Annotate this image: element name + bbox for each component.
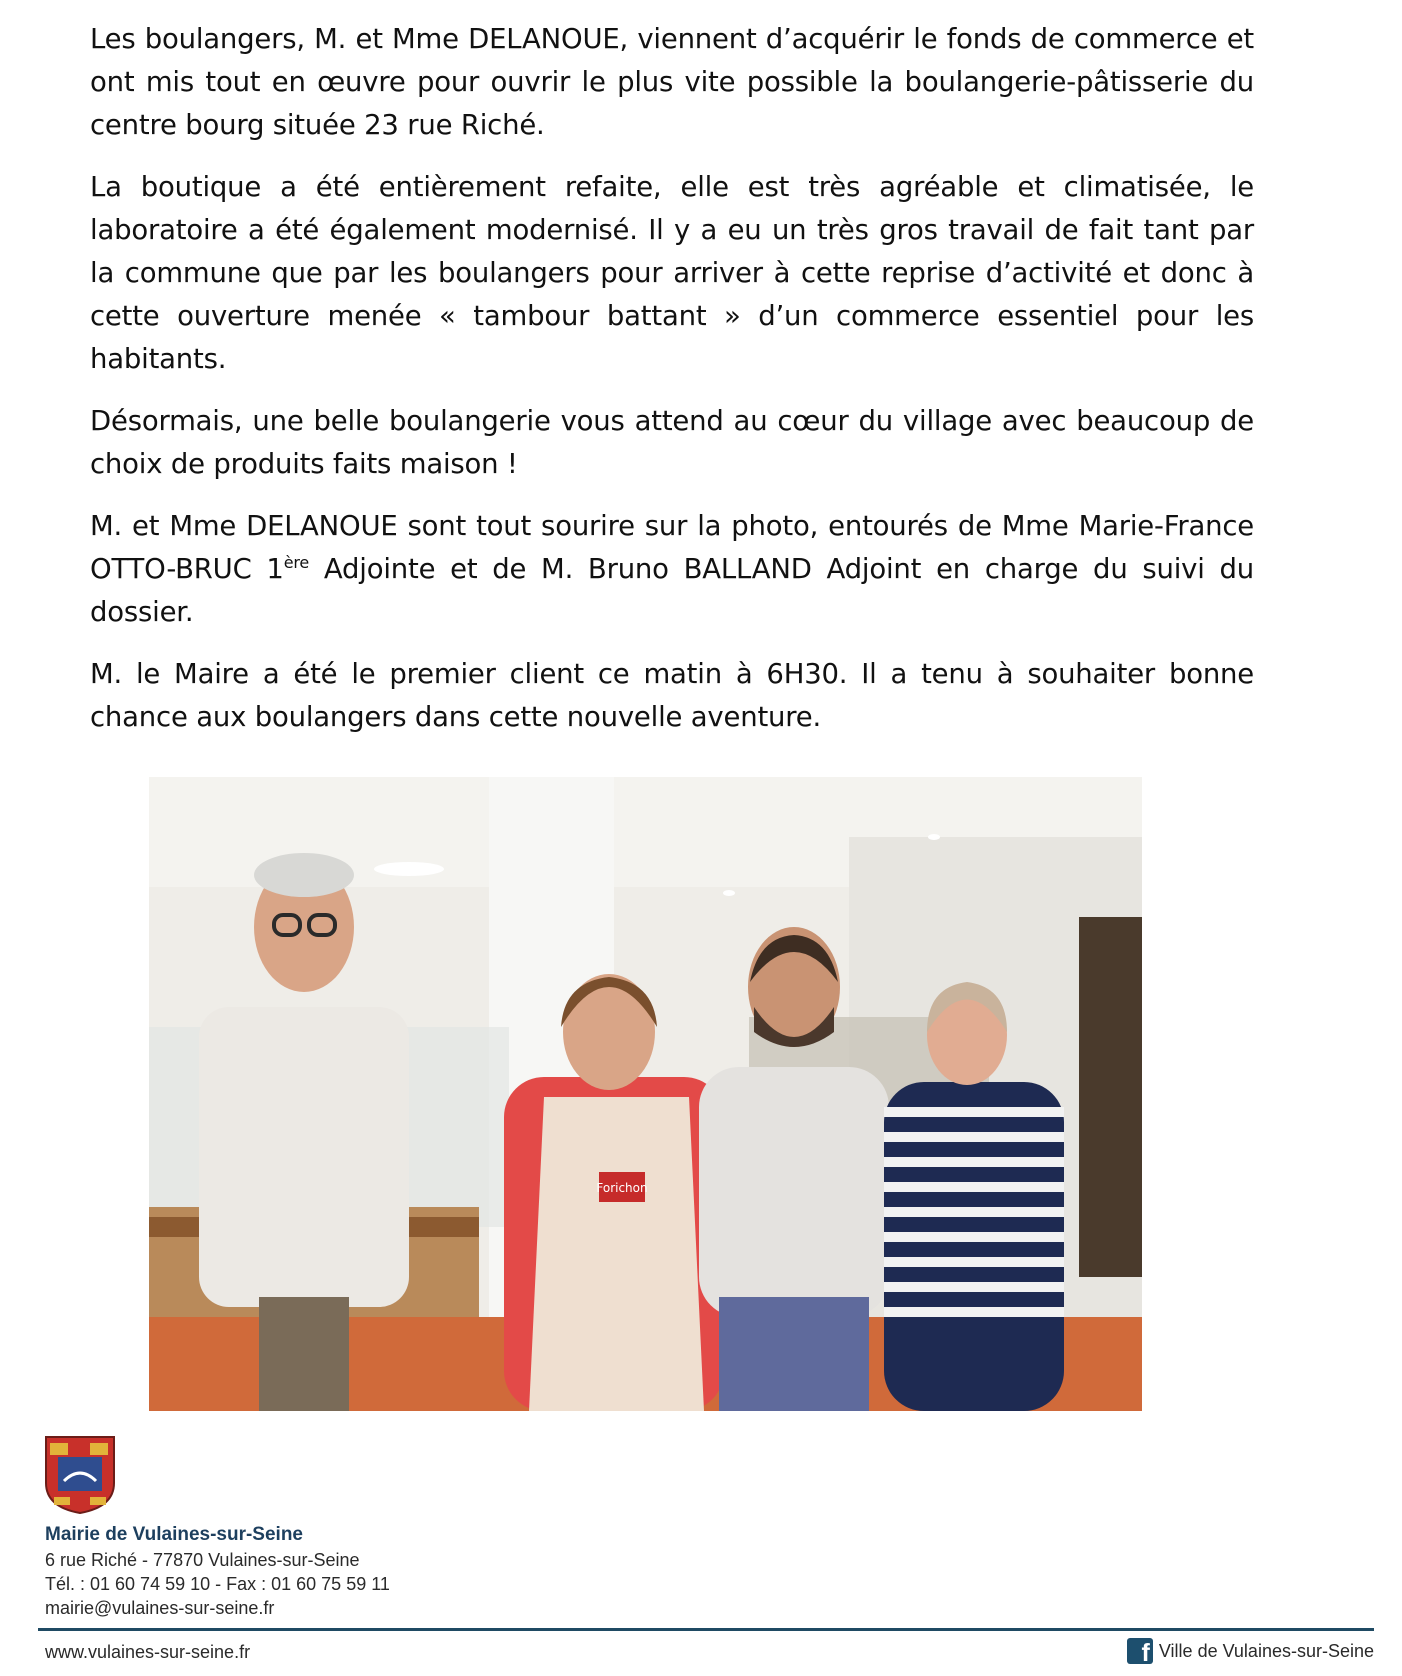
mairie-email[interactable]: mairie@vulaines-sur-seine.fr: [45, 1598, 275, 1618]
facebook-link[interactable]: [1127, 1638, 1374, 1664]
facebook-icon-glyph: f: [1141, 1639, 1150, 1664]
bakery-photo: [149, 777, 1142, 1411]
paragraph-5: M. le Maire a été le premier client ce matin à 6H30. Il a tenu à souhaiter bonne chance aux boulangers dans cette nouvelle aventure.: [90, 658, 1254, 733]
mairie-name: Mairie de Vulaines-sur-Seine: [45, 1524, 303, 1545]
facebook-label: Ville de Vulaines-sur-Seine: [1158, 1640, 1374, 1661]
paragraph-1: Les boulangers, M. et Mme DELANOUE, viennent d’acquérir le fonds de commerce et ont mis tout en œuvre pour ouvrir le plus vite possible la boulangerie-pâtisserie du centre bourg située 23 rue Riché.: [90, 23, 1254, 141]
paragraph-4-part-2: Adjointe et de M. Bruno BALLAND Adjoint en charge du suivi du dossier.: [90, 553, 1254, 628]
municipal-crest: [44, 1435, 116, 1515]
paragraph-4: [90, 505, 1254, 634]
website-link[interactable]: www.vulaines-sur-seine.fr: [45, 1642, 251, 1662]
facebook-icon: [1127, 1638, 1153, 1664]
ordinal-superscript: ère: [283, 552, 310, 572]
bakery-photo-illustration: [149, 777, 1142, 1411]
mairie-address: 6 rue Riché - 77870 Vulaines-sur-Seine: [45, 1550, 360, 1570]
mairie-phone-fax: Tél. : 01 60 74 59 10 - Fax : 01 60 75 59 11: [45, 1574, 390, 1594]
footer-divider: [38, 1628, 1374, 1631]
apron-brand-label: Forichon: [596, 1181, 648, 1195]
paragraph-2: La boutique a été entièrement refaite, elle est très agréable et climatisée, le laboratoire a été également modernisé. Il y a eu un très gros travail de fait tant par la commune que par les boulangers pour arriver à cette reprise d’activité et donc à cette ouverture menée « tambour battant » d’un commerce essentiel pour les habitants.: [90, 171, 1254, 375]
paragraph-3: Désormais, une belle boulangerie vous attend au cœur du village avec beaucoup de choix de produits faits maison !: [90, 405, 1254, 480]
paragraph-4-part-1: M. et Mme DELANOUE sont tout sourire sur la photo, entourés de Mme Marie-France OTTO-BRUC 1: [90, 510, 1254, 585]
article-body: [90, 18, 1254, 758]
